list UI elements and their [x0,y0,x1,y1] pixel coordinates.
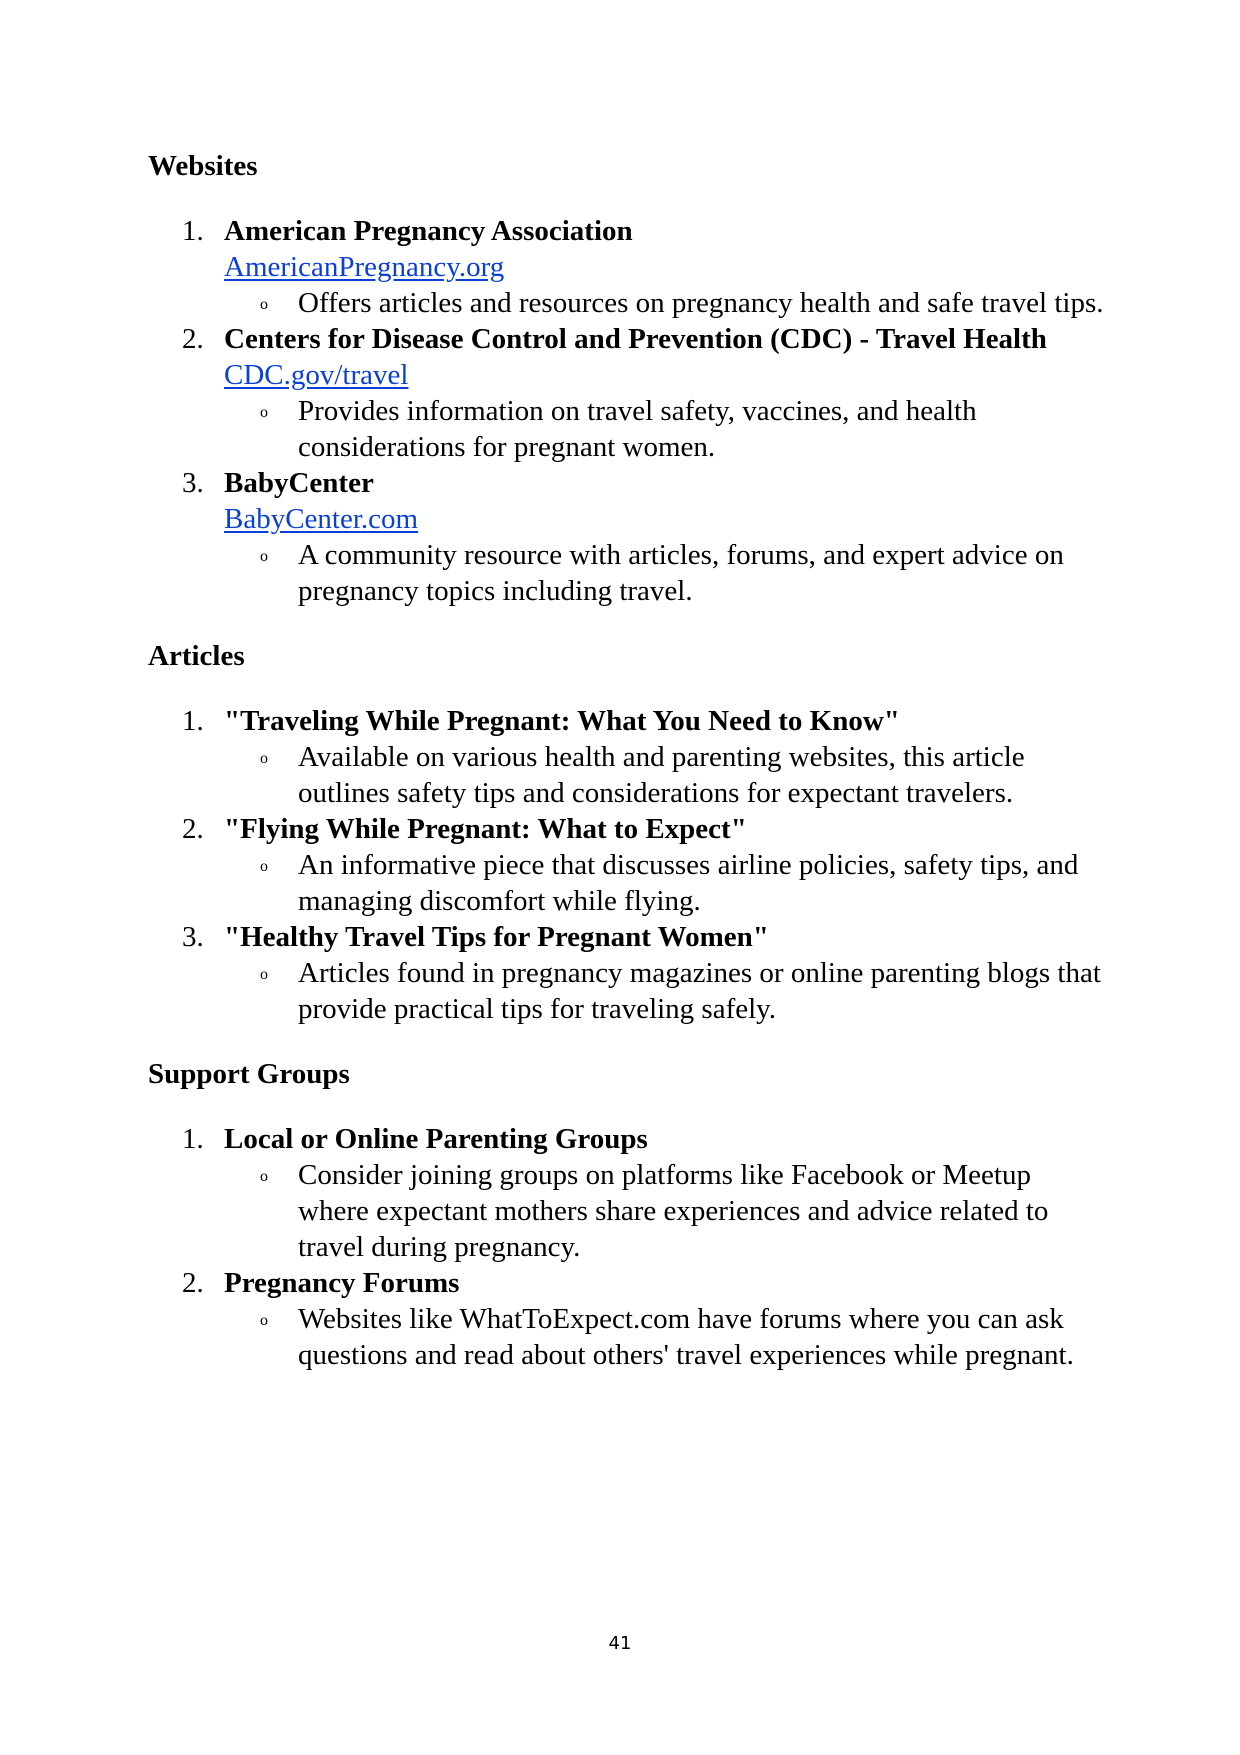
item-description: Offers articles and resources on pregnancy health and safe travel tips. [298,287,1104,319]
item-title: American Pregnancy Association [224,215,633,247]
sub-list [224,285,1108,321]
sub-list [224,1301,1108,1373]
sub-list [224,739,1108,811]
list-item [148,465,1108,609]
circle-bullet-icon: o [260,1312,268,1329]
list-item [148,1265,1108,1373]
sub-list-item [224,285,1108,321]
circle-bullet-icon: o [260,1168,268,1185]
page-number: 41 [608,1633,632,1654]
articles-list [148,703,1108,1027]
circle-bullet-icon: o [260,966,268,983]
item-number: 3. [182,467,204,499]
circle-bullet-icon: o [260,404,268,421]
sub-list-item [224,739,1108,811]
item-number: 1. [182,705,204,737]
item-description: Available on various health and parenting websites, this article outlines safety tips and considerations for expectant travelers. [298,741,1025,809]
item-title: "Healthy Travel Tips for Pregnant Women" [224,921,769,953]
sub-list-item [224,847,1108,919]
item-description: Consider joining groups on platforms like Facebook or Meetup where expectant mothers share experiences and advice related to travel during pregnancy. [298,1159,1049,1263]
item-description: An informative piece that discusses airline policies, safety tips, and managing discomfort while flying. [298,849,1079,917]
circle-bullet-icon: o [260,750,268,767]
item-description: A community resource with articles, forums, and expert advice on pregnancy topics including travel. [298,539,1064,607]
website-link[interactable]: CDC.gov/travel [224,359,409,391]
item-number: 2. [182,813,204,845]
sub-list [224,847,1108,919]
list-item [148,919,1108,1027]
sub-list [224,1157,1108,1265]
item-title: "Flying While Pregnant: What to Expect" [224,813,747,845]
section-heading-support-groups: Support Groups [148,1058,350,1090]
item-number: 2. [182,323,204,355]
list-item [148,321,1108,465]
item-title: Local or Online Parenting Groups [224,1123,648,1155]
sub-list-item [224,393,1108,465]
item-title: Centers for Disease Control and Prevention (CDC) - Travel Health [224,323,1047,355]
item-number: 2. [182,1267,204,1299]
list-item [148,213,1108,321]
list-item [148,703,1108,811]
sub-list [224,393,1108,465]
website-link[interactable]: BabyCenter.com [224,503,419,535]
item-title: BabyCenter [224,467,374,499]
item-title: "Traveling While Pregnant: What You Need to Know" [224,705,900,737]
section-heading-websites: Websites [148,150,258,182]
section-heading-articles: Articles [148,640,245,672]
sub-list-item [224,1301,1108,1373]
item-title: Pregnancy Forums [224,1267,460,1299]
item-number: 1. [182,1123,204,1155]
list-item [148,811,1108,919]
sub-list-item [224,1157,1108,1265]
page-content [148,148,1108,1402]
circle-bullet-icon: o [260,548,268,565]
sub-list-item [224,537,1108,609]
sub-list [224,955,1108,1027]
sub-list-item [224,955,1108,1027]
websites-list [148,213,1108,609]
sub-list [224,537,1108,609]
circle-bullet-icon: o [260,296,268,313]
item-description: Articles found in pregnancy magazines or online parenting blogs that provide practical tips for traveling safely. [298,957,1101,1025]
list-item [148,1121,1108,1265]
circle-bullet-icon: o [260,858,268,875]
item-description: Provides information on travel safety, vaccines, and health considerations for pregnant women. [298,395,977,463]
website-link[interactable]: AmericanPregnancy.org [224,251,505,283]
item-number: 3. [182,921,204,953]
item-number: 1. [182,215,204,247]
support-groups-list [148,1121,1108,1373]
item-description: Websites like WhatToExpect.com have forums where you can ask questions and read about others' travel experiences while pregnant. [298,1303,1074,1371]
